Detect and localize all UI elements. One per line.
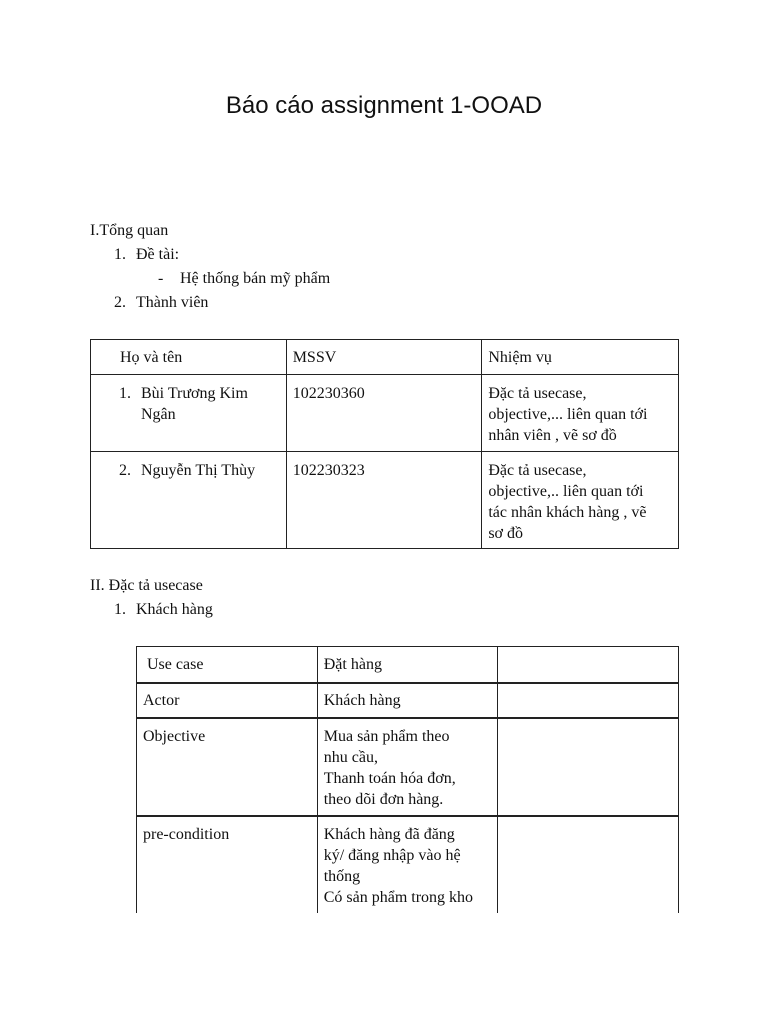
member-task-cell: Đặc tả usecase, objective,.. liên quan tới tác nhân khách hàng , vẽ sơ đồ: [482, 452, 679, 549]
usecase-value-cell: Khách hàng đã đăng ký/ đăng nhập vào hệ thống Có sản phẩm trong kho: [317, 816, 498, 913]
list-number: 1.: [114, 246, 126, 263]
table-row: [137, 647, 679, 683]
usecase-field-cell: Use case: [137, 647, 318, 683]
section-heading-overview: I.Tổng quan: [90, 222, 169, 239]
usecase-field-cell: Actor: [137, 683, 318, 718]
table-header-row: [91, 340, 679, 375]
usecase-value-cell: Khách hàng: [317, 683, 498, 718]
usecase-empty-cell: [498, 816, 679, 913]
member-mssv-cell: 102230360: [286, 375, 482, 452]
table-row: [91, 375, 679, 452]
usecase-value-cell: Đặt hàng: [317, 647, 498, 683]
section-heading-usecase: II. Đặc tả usecase: [90, 577, 203, 594]
member-task-cell: Đặc tả usecase, objective,... liên quan tới nhân viên , vẽ sơ đồ: [482, 375, 679, 452]
list-item-customer: [114, 600, 213, 620]
usecase-empty-cell: [498, 683, 679, 718]
list-number: 1.: [119, 385, 131, 402]
list-item-label: Đề tài:: [136, 246, 180, 263]
document-title: Báo cáo assignment 1-OOAD: [225, 92, 543, 119]
usecase-empty-cell: [498, 718, 679, 816]
table-row: [137, 718, 679, 816]
list-item-topic: [114, 245, 179, 265]
members-table: [90, 339, 679, 549]
member-name-cell: [91, 375, 287, 452]
list-item-members: [114, 293, 208, 313]
topic-text: Hệ thống bán mỹ phẩm: [180, 270, 331, 287]
table-row: [137, 683, 679, 718]
list-item-label: Thành viên: [136, 294, 209, 311]
member-name: Nguyễn Thị Thùy: [141, 462, 256, 479]
usecase-table: [136, 646, 679, 913]
usecase-field-cell: pre-condition: [137, 816, 318, 913]
table-row: [137, 816, 679, 913]
usecase-field-cell: Objective: [137, 718, 318, 816]
member-name-cell: [91, 452, 287, 549]
list-number: 1.: [114, 601, 126, 618]
member-mssv-cell: 102230323: [286, 452, 482, 549]
member-name: Bùi Trương Kim Ngân: [141, 385, 248, 423]
table-header-cell: MSSV: [286, 340, 482, 375]
bullet-dash: -: [158, 270, 164, 287]
usecase-empty-cell: [498, 647, 679, 683]
table-header-cell: Họ và tên: [91, 340, 287, 375]
table-header-cell: Nhiệm vụ: [482, 340, 679, 375]
usecase-value-cell: Mua sản phẩm theo nhu cầu, Thanh toán hóa đơn, theo dõi đơn hàng.: [317, 718, 498, 816]
list-item-label: Khách hàng: [136, 601, 213, 618]
list-number: 2.: [119, 462, 131, 479]
topic-bullet-item: [158, 269, 330, 289]
table-row: [91, 452, 679, 549]
list-number: 2.: [114, 294, 126, 311]
